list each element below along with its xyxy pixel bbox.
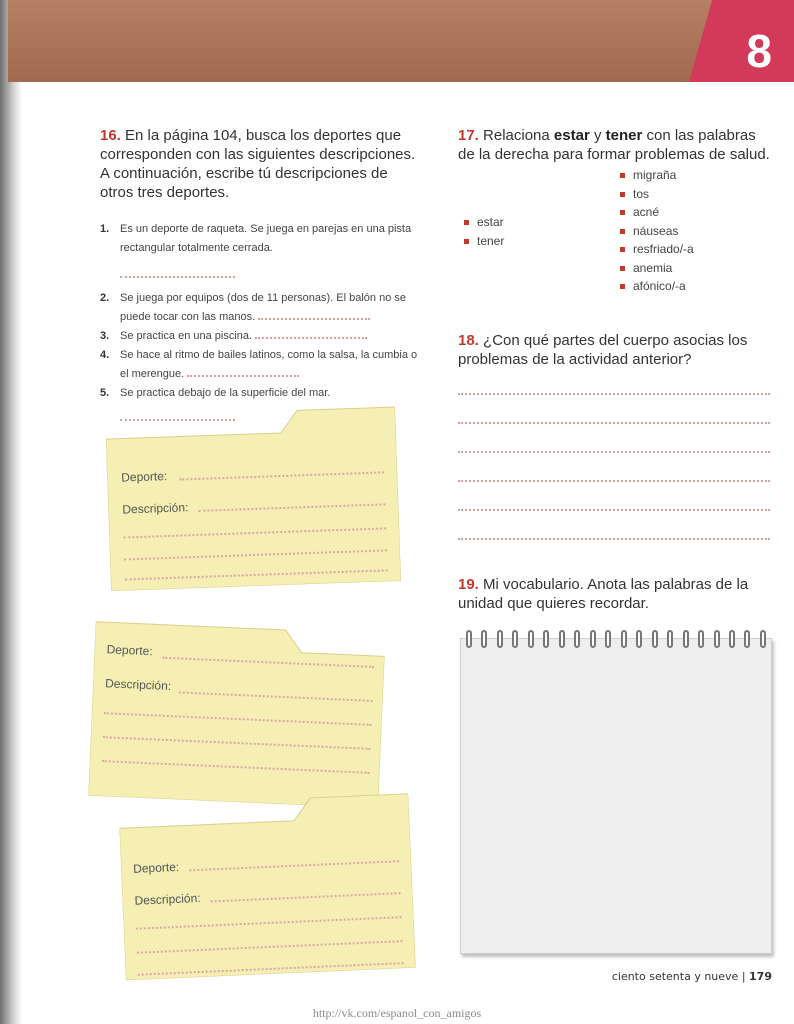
list-item — [100, 327, 420, 346]
ring-icon — [466, 630, 472, 648]
exercise-17-heading — [458, 126, 773, 164]
exercise-17-text-post: con las palabras de la derecha para formar problemas de salud. — [458, 127, 770, 163]
page-number: 179 — [749, 970, 772, 983]
ring-icon — [590, 630, 596, 648]
word-item[interactable]: acné — [620, 203, 694, 222]
exercise-18-number: 18. — [458, 332, 479, 349]
header-band — [8, 0, 794, 82]
verb-item[interactable]: tener — [464, 232, 504, 251]
answer-blank[interactable] — [255, 330, 367, 339]
ring-icon — [760, 630, 766, 648]
ring-icon — [481, 630, 487, 648]
description-label: Descripción: — [104, 676, 172, 694]
item-text: Se practica debajo de la superficie del mar. — [120, 387, 331, 399]
exercise-17-text-pre: Relaciona — [483, 127, 554, 144]
word-item[interactable]: tos — [620, 185, 694, 204]
file-card-shape — [105, 403, 401, 591]
ring-icon — [714, 630, 720, 648]
exercise-19-heading — [458, 575, 773, 613]
file-card-2 — [88, 618, 385, 808]
item-text: Se practica en una piscina. — [120, 330, 253, 342]
description-label: Descripción: — [122, 500, 189, 517]
item-number: 4. — [100, 349, 110, 361]
answer-line[interactable] — [458, 422, 770, 424]
ring-icon — [636, 630, 642, 648]
file-card-3 — [118, 790, 415, 980]
verb-list — [464, 213, 504, 250]
file-card-1 — [105, 403, 401, 591]
verb-tener: tener — [605, 127, 643, 144]
notebook-page[interactable] — [460, 638, 772, 954]
sport-label: Deporte: — [106, 642, 153, 659]
page-number-words: ciento setenta y nueve | — [611, 970, 750, 983]
word-item[interactable]: náuseas — [620, 222, 694, 241]
watermark-url: http://vk.com/espanol_con_amigos — [312, 1006, 482, 1020]
exercise-19-instructions: Mi vocabulario. Anota las palabras de la unidad que quieres recordar. — [458, 576, 749, 612]
answer-blank[interactable] — [120, 269, 235, 278]
item-text: Se hace al ritmo de bailes latinos, como la salsa, la cumbia o el merengue. — [120, 349, 418, 380]
page-footer — [612, 970, 772, 983]
ring-icon — [698, 630, 704, 648]
exercise-18-instructions: ¿Con qué partes del cuerpo asocias los problemas de la actividad anterior? — [458, 332, 748, 368]
ring-icon — [559, 630, 565, 648]
sport-label: Deporte: — [120, 468, 168, 485]
list-item — [100, 220, 420, 285]
ring-icon — [528, 630, 534, 648]
unit-number: 8 — [746, 25, 772, 77]
list-item — [100, 289, 420, 327]
item-number: 5. — [100, 387, 110, 399]
word-item[interactable]: afónico/-a — [620, 277, 694, 296]
health-word-list — [620, 166, 694, 296]
word-item[interactable]: migraña — [620, 166, 694, 185]
item-number: 1. — [100, 223, 110, 235]
ring-icon — [497, 630, 503, 648]
answer-line[interactable] — [458, 480, 770, 482]
ring-icon — [667, 630, 673, 648]
item-text: Se juega por equipos (dos de 11 personas). El balón no se puede tocar con las manos. — [120, 292, 406, 323]
exercise-18-heading — [458, 331, 773, 369]
exercise-19-number: 19. — [458, 576, 479, 593]
answer-line[interactable] — [458, 509, 770, 511]
ring-icon — [683, 630, 689, 648]
vocabulary-notebook — [458, 630, 774, 956]
ring-icon — [652, 630, 658, 648]
answer-line[interactable] — [458, 451, 770, 453]
item-number: 2. — [100, 292, 110, 304]
ring-icon — [543, 630, 549, 648]
sport-label: Deporte: — [132, 859, 180, 876]
word-item[interactable]: anemia — [620, 259, 694, 278]
exercise-16-number: 16. — [100, 127, 121, 144]
ring-icon — [574, 630, 580, 648]
answer-line[interactable] — [458, 393, 770, 395]
verb-item[interactable]: estar — [464, 213, 504, 232]
exercise-17-number: 17. — [458, 127, 479, 144]
answer-blank[interactable] — [258, 311, 370, 320]
word-item[interactable]: resfriado/-a — [620, 240, 694, 259]
book-spine-shadow — [0, 0, 22, 1024]
ring-icon — [621, 630, 627, 648]
answer-blank[interactable] — [187, 368, 299, 377]
ring-icon — [744, 630, 750, 648]
description-label: Descripción: — [134, 890, 201, 908]
exercise-16-heading — [100, 126, 420, 202]
item-text: Es un deporte de raqueta. Se juega en parejas en una pista rectangular totalmente cerrada. — [120, 223, 412, 254]
answer-line[interactable] — [458, 538, 770, 540]
ring-icon — [605, 630, 611, 648]
ring-icon — [512, 630, 518, 648]
ring-icon — [729, 630, 735, 648]
spiral-binding — [466, 630, 766, 650]
list-item — [100, 346, 420, 384]
exercise-16-list — [100, 220, 420, 428]
exercise-17-text-mid: y — [589, 127, 606, 144]
verb-estar: estar — [553, 127, 590, 144]
exercise-16-instructions: En la página 104, busca los deportes que corresponden con las siguientes descripciones. A continuación, escribe tú descripciones de otros tres deportes. — [100, 127, 416, 201]
item-number: 3. — [100, 330, 110, 342]
